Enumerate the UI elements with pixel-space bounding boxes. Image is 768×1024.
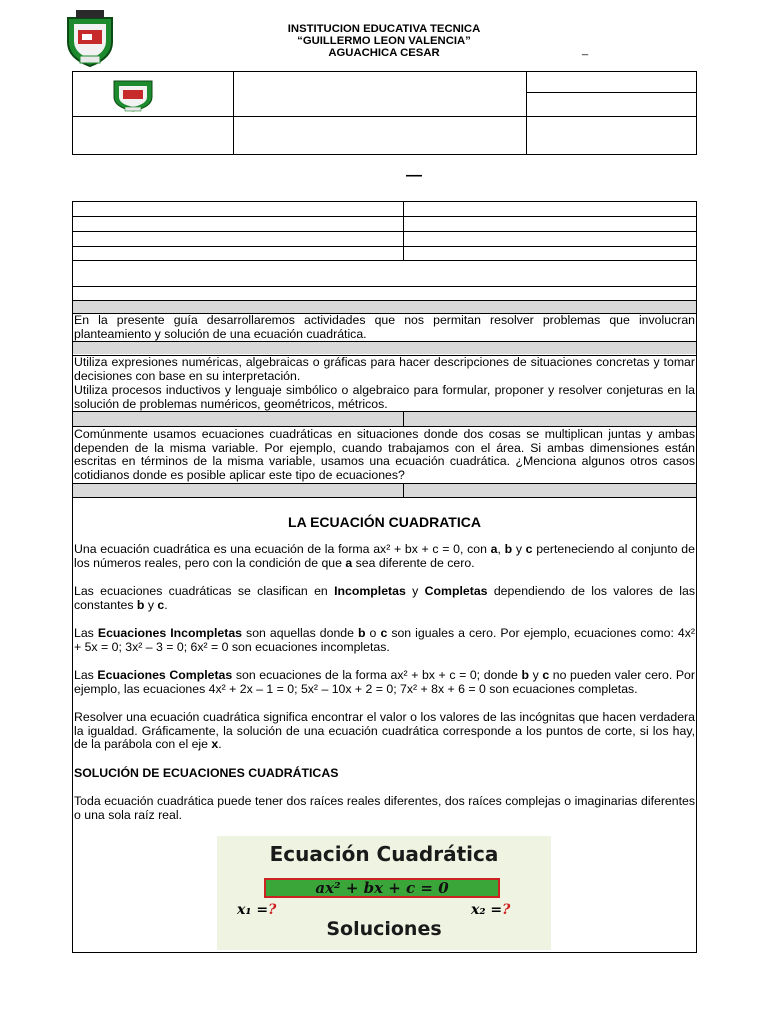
- content-title: LA ECUACIÓN CUADRATICA: [288, 514, 481, 530]
- competency-2: Utiliza procesos inductivos y lenguaje simbólico o algebraico para formular, proponer y resolver conjeturas en la solución de problemas numéricos, geométricos, métricos.: [74, 383, 695, 411]
- motivation-paragraph: Comúnmente usamos ecuaciones cuadráticas en situaciones donde dos cosas se multiplican juntas y ambas dependen de la misma variable. Por ejemplo, cuando trabajamos con el área. Si ambas dimensiones están escritas en términos de la misma variable, usamos una ecuación cuadrática. ¿Menciona algunos otros casos cotidianos donde es posible aplicar este tipo de ecuaciones?: [74, 427, 695, 482]
- small-crest-logo: [110, 77, 156, 113]
- equation-box: [264, 878, 500, 898]
- section-header-band: [73, 342, 696, 354]
- intro-paragraph: En la presente guía desarrollaremos actividades que nos permitan resolver problemas que involucran planteamiento y solución de una ecuación cuadrática.: [74, 313, 695, 341]
- section-header-band: [73, 412, 696, 426]
- definition-paragraph: Una ecuación cuadrática es una ecuación de la forma ax² + bx + c = 0, con a, b y c perteneciendo al conjunto de los números reales, pero con la condición de que a sea diferente de cero.: [74, 542, 695, 570]
- figure-title: Ecuación Cuadrática: [269, 842, 499, 866]
- roots-paragraph: Toda ecuación cuadrática puede tener dos raíces reales diferentes, dos raíces complejas o imaginarias diferentes o una sola raíz real.: [74, 794, 695, 822]
- school-name-line1: INSTITUCION EDUCATIVA TECNICA: [287, 23, 481, 35]
- identification-table: [72, 71, 697, 155]
- section-header-band: [73, 484, 696, 497]
- figure-footer: Soluciones: [326, 918, 442, 940]
- solving-paragraph: Resolver una ecuación cuadrática significa encontrar el valor o los valores de las incógnitas que hacen verdadera la igualdad. Gráficamente, la solución de una ecuación cuadrática corresponde a los puntos de corte, si los hay, de la parábola con el eje x.: [74, 710, 695, 752]
- incomplete-equations-paragraph: Las Ecuaciones Incompletas son aquellas donde b o c son iguales a cero. Por ejemplo, ecuaciones como: 4x² + 5x = 0; 3x² – 3 = 0; 6x² = 0 son ecuaciones incompletas.: [74, 626, 695, 654]
- root-x1: x₁ =?: [237, 902, 277, 918]
- section-separator: —: [406, 167, 422, 184]
- section-header-band: [73, 301, 696, 313]
- quadratic-equation-figure: [217, 836, 551, 950]
- competency-1: Utiliza expresiones numéricas, algebraicas o gráficas para hacer descripciones de situaciones concretas y tomar decisiones con base en su interpretación.: [74, 355, 695, 383]
- school-location: AGUACHICA CESAR: [328, 47, 440, 59]
- school-name-line2: “GUILLERMO LEON VALENCIA”: [297, 35, 471, 47]
- complete-equations-paragraph: Las Ecuaciones Completas son ecuaciones de la forma ax² + bx + c = 0; donde b y c no pueden valer cero. Por ejemplo, las ecuaciones 4x² + 2x – 1 = 0; 5x² – 10x + 2 = 0; 7x² + 8x + 6 = 0 son ecuaciones completas.: [74, 668, 695, 696]
- classification-paragraph: Las ecuaciones cuadráticas se clasifican en Incompletas y Completas dependiendo de los valores de las constantes b y c.: [74, 584, 695, 612]
- equation-text: ax² + bx + c = 0: [315, 879, 449, 897]
- header-mark: _: [582, 44, 589, 56]
- solutions-subtitle: SOLUCIÓN DE ECUACIONES CUADRÁTICAS: [74, 766, 339, 780]
- root-x2: x₂ =?: [471, 902, 511, 918]
